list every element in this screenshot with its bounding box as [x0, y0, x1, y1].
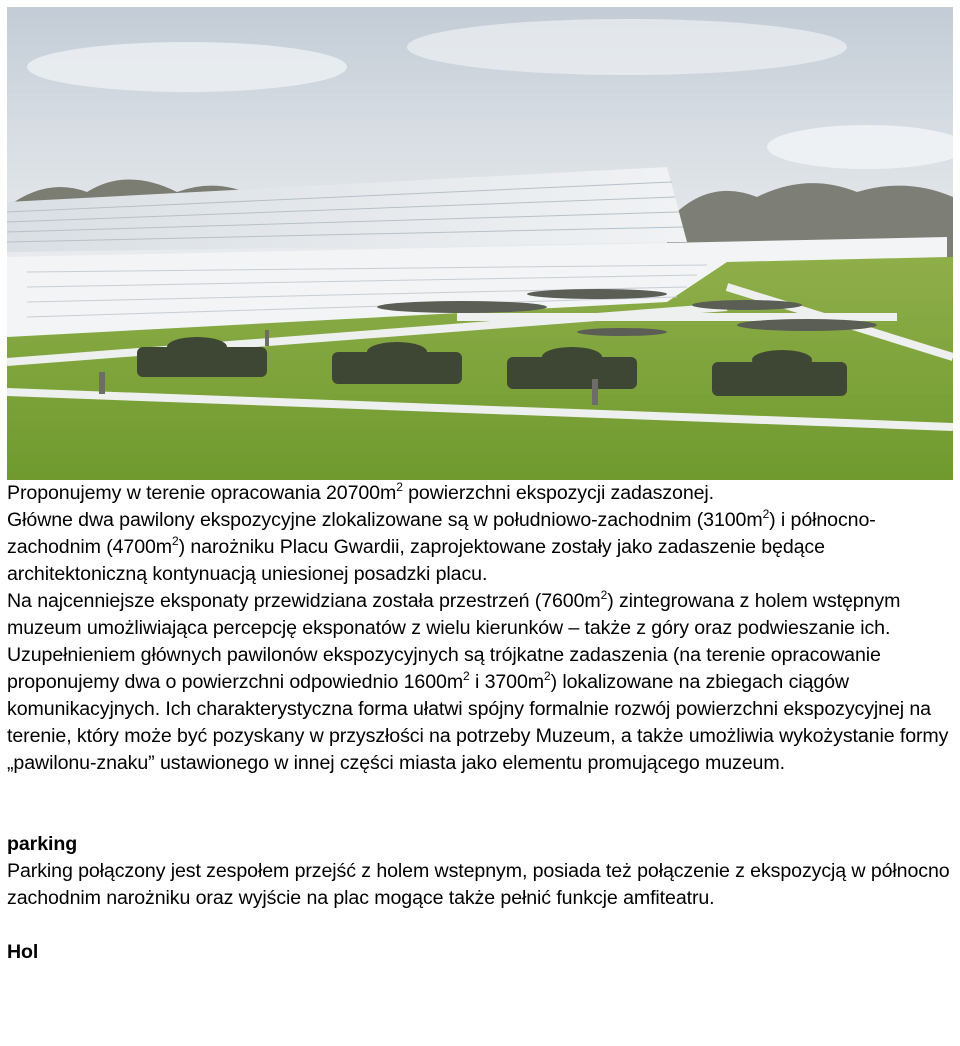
parking-text: Parking połączony jest zespołem przejść z holem wstepnym, posiada też połączenie z ekspozycją w północno zachodnim narożniku oraz wyjście na plac mogące także pełnić funkcje amfiteatru.	[7, 860, 950, 909]
hol-heading: Hol	[7, 941, 39, 963]
paragraph-triangular-roofs: Uzupełnieniem głównych pawilonów ekspozycyjnych są trójkatne zadaszenia (na terenie opracowanie proponujemy dwa o powierzchni odpowiednio $1600m^2$ i $3700m^2$) lokalizowane na zbiegach ciągów komunikacyjnych. Ich charakterystyczna forma ułatwi spójny formalnie rozwój powierzchni ekspozycyjnej na terenie, który może być pozyskany w przyszłości na potrzeby Muzeum, a także umożliwia wykożystanie formy „pawilonu-znaku” ustawionego w innej części miasta jako elementu promującego muzeum.	[7, 644, 949, 774]
paragraph-valuable-exhibits: Na najcenniejsze eksponaty przewidziana została przestrzeń $(7600m^2)$ zintegrowana z holem wstępnym muzeum umożliwiająca percepcję eksponatów z wielu kierunków – także z góry oraz podwieszanie ich.	[7, 588, 901, 639]
parking-heading: parking	[7, 833, 78, 855]
paragraph-total-area: Proponujemy w terenie opracowania $20700m^2$ powierzchni ekspozycji zadaszonej.	[7, 480, 715, 504]
paragraph-main-pavilions: Główne dwa pawilony ekspozycyjne zlokalizowane są w południowo-zachodnim $(3100m^2)$ i północno-zachodnim $(4700m^2)$ narożniku Placu Gwardii, zaprojektowane zostały jako zadaszenie będące architektoniczną kontynuacją uniesionej posadzki placu.	[7, 507, 876, 585]
architectural-render-image	[7, 7, 953, 480]
description-text	[7, 480, 953, 966]
